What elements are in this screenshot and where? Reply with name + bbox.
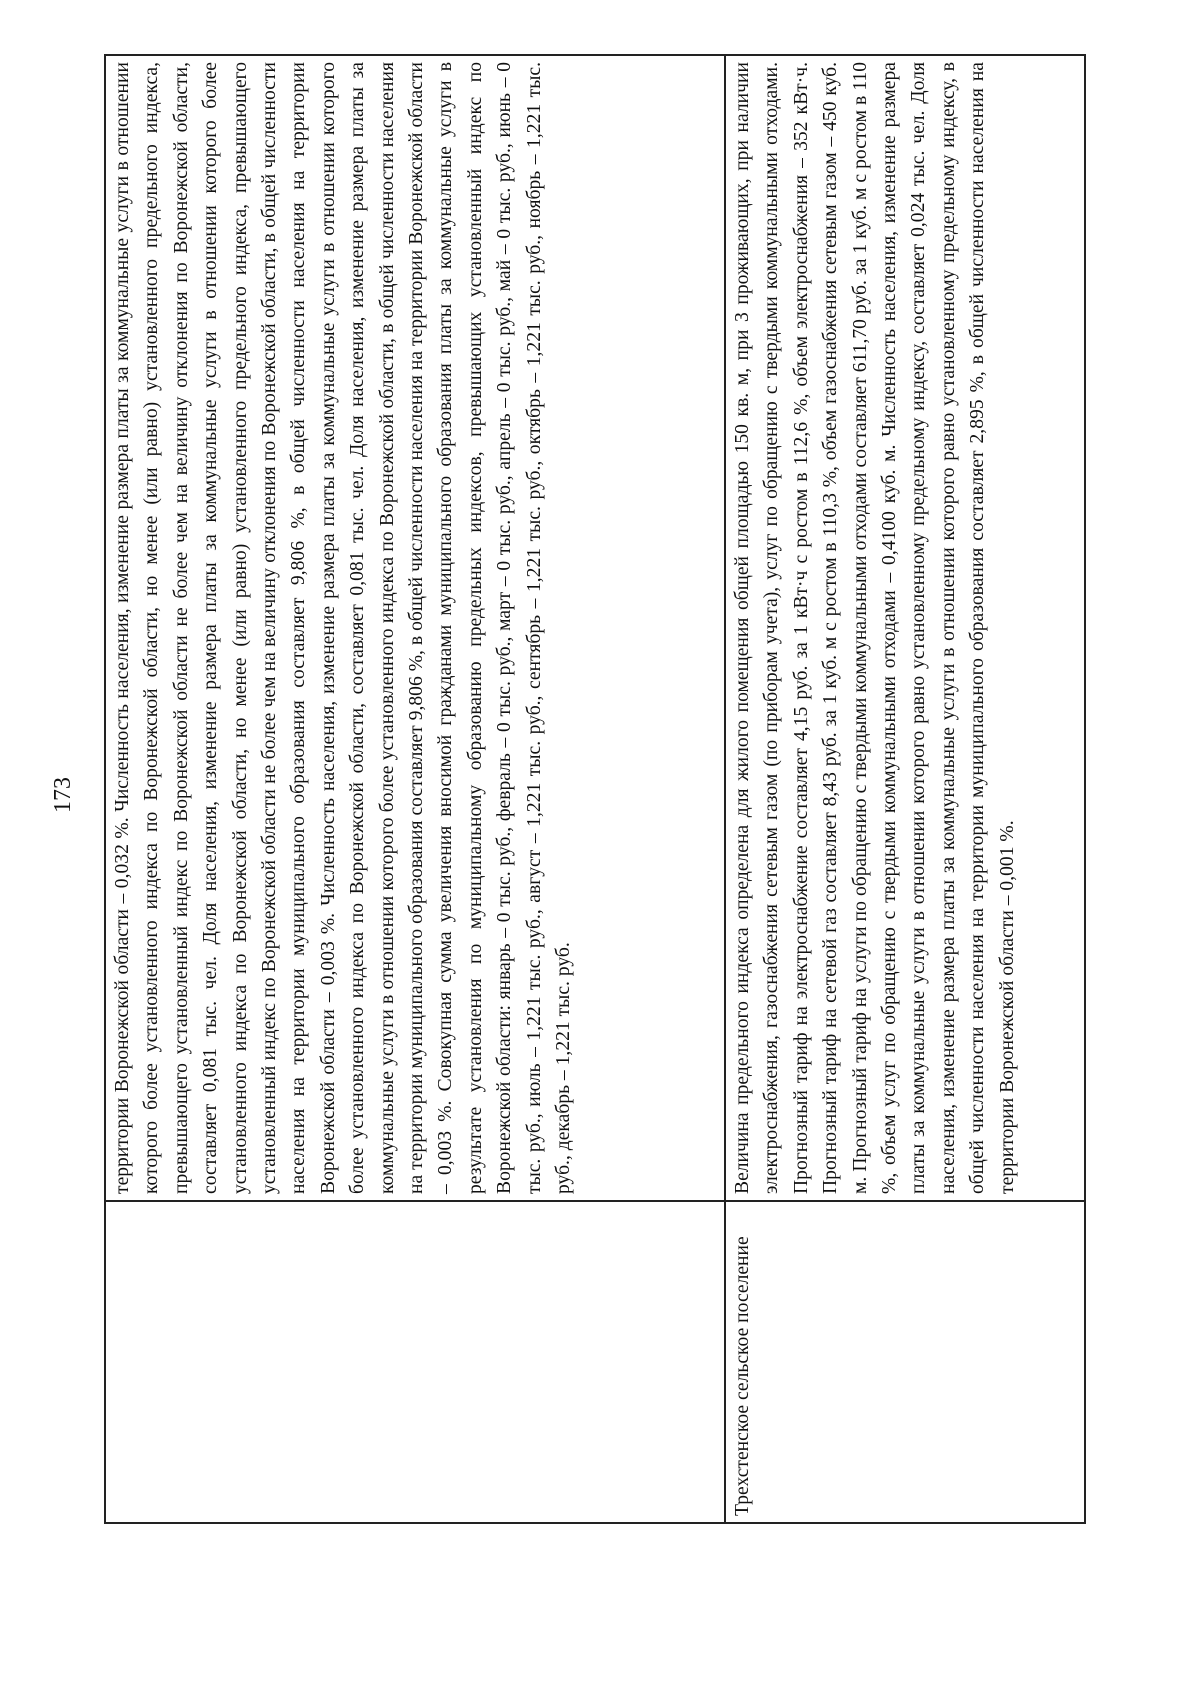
municipality-cell	[105, 1201, 725, 1523]
municipality-cell: Трехстенское сельское поселение	[725, 1201, 1085, 1523]
table-row	[725, 55, 1085, 1523]
page-number: 173	[50, 777, 76, 813]
tariff-index-table	[104, 54, 1086, 1524]
description-cell: Величина предельного индекса определена для жилого помещения общей площадью 150 кв. м, при 3 проживающих, при наличии электроснабжения, газоснабжения сетевым газом (по приборам учета), услуг по обращению с твердыми коммунальными отходами. Прогнозный тариф на электроснабжение составляет 4,15 руб. за 1 кВт·ч с ростом в 112,6 %, объем электроснабжения – 352 кВт·ч. Прогнозный тариф на сетевой газ составляет 8,43 руб. за 1 куб. м с ростом в 110,3 %, объем газоснабжения сетевым газом – 450 куб. м. Прогнозный тариф на услуги по обращению с твердыми коммунальными отходами составляет 611,70 руб. за 1 куб. м с ростом в 110 %, объем услуг по обращению с твердыми коммунальными отходами – 0,4100 куб. м. Численность населения, изменение размера платы за коммунальные услуги в отношении которого равно установленному предельному индексу, составляет 0,024 тыс. чел. Доля населения, изменение размера платы за коммунальные услуги в отношении которого равно установленному предельному индексу, в общей численности населения на территории муниципального образования составляет 2,895 %, в общей численности населения на территории Воронежской области – 0,001 %.	[725, 55, 1085, 1201]
table-row	[105, 55, 725, 1523]
rotated-table-container	[104, 62, 1084, 1524]
description-cell: территории Воронежской области – 0,032 %. Численность населения, изменение размера платы за коммунальные услуги в отношении которого более установленного индекса по Воронежской области, но менее (или равно) установленного предельного индекса, превышающего установленный индекс по Воронежской области не более чем на величину отклонения по Воронежской области, составляет 0,081 тыс. чел. Доля населения, изменение размера платы за коммунальные услуги в отношении которого более установленного индекса по Воронежской области, но менее (или равно) установленного предельного индекса, превышающего установленный индекс по Воронежской области не более чем на величину отклонения по Воронежской области, в общей численности населения на территории муниципального образования составляет 9,806 %, в общей численности населения на территории Воронежской области – 0,003 %. Численность населения, изменение размера платы за коммунальные услуги в отношении которого более установленного индекса по Воронежской области, составляет 0,081 тыс. чел. Доля населения, изменение размера платы за коммунальные услуги в отношении которого более установленного индекса по Воронежской области, в общей численности населения на территории муниципального образования составляет 9,806 %, в общей численности населения на территории Воронежской области – 0,003 %. Совокупная сумма увеличения вносимой гражданами муниципального образования платы за коммунальные услуги в результате установления по муниципальному образованию предельных индексов, превышающих установленный индекс по Воронежской области: январь – 0 тыс. руб., февраль – 0 тыс. руб., март – 0 тыс. руб., апрель – 0 тыс. руб., май – 0 тыс. руб., июнь – 0 тыс. руб., июль – 1,221 тыс. руб., август – 1,221 тыс. руб., сентябрь – 1,221 тыс. руб., октябрь – 1,221 тыс. руб., ноябрь – 1,221 тыс. руб., декабрь – 1,221 тыс. руб.	[105, 55, 725, 1201]
